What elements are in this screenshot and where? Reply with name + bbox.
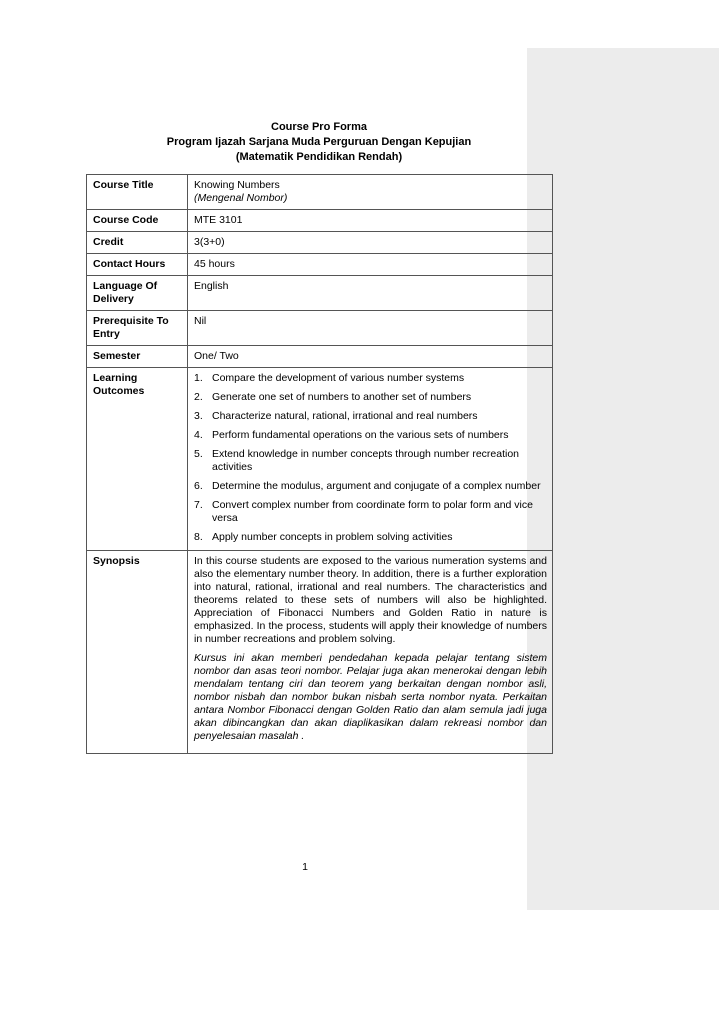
header-subprogram: (Matematik Pendidikan Rendah) [235, 151, 403, 163]
value-course-code: MTE 3101 [188, 210, 553, 232]
row-semester [87, 346, 553, 368]
synopsis-malay: Kursus ini akan memberi pendedahan kepada pelajar tentang sistem nombor dan asas teori nombor. Pelajar juga akan menerokai dengan lebih mendalam tentang ciri dan teorem yang berkaitan dengan nombor asli, nombor nisbah dan nombor bukan nisbah serta nombor nyata. Perkaitan antara Nombor Fibonacci dengan Golden Ratio dan alam semula jadi juga akan dibincangkan dan akan diaplikasikan dalam rekreasi nombor dan penyelesaian masalah . [194, 652, 547, 742]
comment-margin-pane [527, 48, 719, 910]
value-contact-hours: 45 hours [188, 254, 553, 276]
item-text: Characterize natural, rational, irrational and real numbers [212, 410, 478, 422]
course-title-malay: (Mengenal Nombor) [194, 192, 288, 204]
list-item [194, 410, 547, 423]
value-prerequisite: Nil [188, 311, 553, 346]
row-synopsis [87, 551, 553, 754]
label-language: Language Of Delivery [87, 276, 188, 311]
header-title: Course Pro Forma [271, 121, 367, 133]
label-course-title: Course Title [87, 175, 188, 210]
item-text: Convert complex number from coordinate form to polar form and vice versa [212, 499, 533, 524]
value-course-title [188, 175, 553, 210]
list-item [194, 480, 547, 493]
item-number: 4. [194, 429, 203, 441]
value-semester: One/ Two [188, 346, 553, 368]
row-prerequisite [87, 311, 553, 346]
row-credit [87, 232, 553, 254]
item-text: Generate one set of numbers to another set of numbers [212, 391, 472, 403]
item-number: 6. [194, 480, 203, 492]
item-number: 2. [194, 391, 203, 403]
synopsis-english: In this course students are exposed to the various numeration systems and also the elementary number theory. In addition, there is a further exploration into natural, rational, irrational and real numbers. The characteristics and theorems related to these sets of numbers will also be highlighted. Appreciation of Fibonacci Numbers and Golden Ratio in nature is emphasized. In the process, students will apply their knowledge of numbers in number recreations and problem solving. [194, 555, 547, 645]
list-item [194, 391, 547, 404]
course-title-text: Knowing Numbers [194, 179, 280, 191]
value-credit: 3(3+0) [188, 232, 553, 254]
item-number: 3. [194, 410, 203, 422]
item-number: 8. [194, 531, 203, 543]
row-course-code [87, 210, 553, 232]
item-number: 5. [194, 448, 203, 460]
document-header [86, 120, 552, 165]
course-proforma-table [86, 174, 553, 754]
item-text: Determine the modulus, argument and conjugate of a complex number [212, 480, 541, 492]
label-synopsis: Synopsis [87, 551, 188, 754]
row-contact-hours [87, 254, 553, 276]
item-number: 1. [194, 372, 203, 384]
learning-outcomes-list [194, 372, 547, 544]
row-learning-outcomes [87, 368, 553, 551]
label-prerequisite: Prerequisite To Entry [87, 311, 188, 346]
label-learning-outcomes: Learning Outcomes [87, 368, 188, 551]
list-item [194, 531, 547, 544]
list-item [194, 448, 547, 474]
row-language [87, 276, 553, 311]
label-semester: Semester [87, 346, 188, 368]
value-language: English [188, 276, 553, 311]
item-text: Perform fundamental operations on the various sets of numbers [212, 429, 509, 441]
row-course-title [87, 175, 553, 210]
label-contact-hours: Contact Hours [87, 254, 188, 276]
value-synopsis [188, 551, 553, 754]
label-course-code: Course Code [87, 210, 188, 232]
item-text: Extend knowledge in number concepts through number recreation activities [212, 448, 520, 473]
label-credit: Credit [87, 232, 188, 254]
header-program: Program Ijazah Sarjana Muda Perguruan Dengan Kepujian [166, 136, 472, 148]
value-learning-outcomes [188, 368, 553, 551]
list-item [194, 499, 547, 525]
item-text: Apply number concepts in problem solving activities [212, 531, 453, 543]
list-item [194, 429, 547, 442]
item-number: 7. [194, 499, 203, 511]
page-number: 1 [302, 861, 308, 873]
item-text: Compare the development of various number systems [212, 372, 465, 384]
list-item [194, 372, 547, 385]
